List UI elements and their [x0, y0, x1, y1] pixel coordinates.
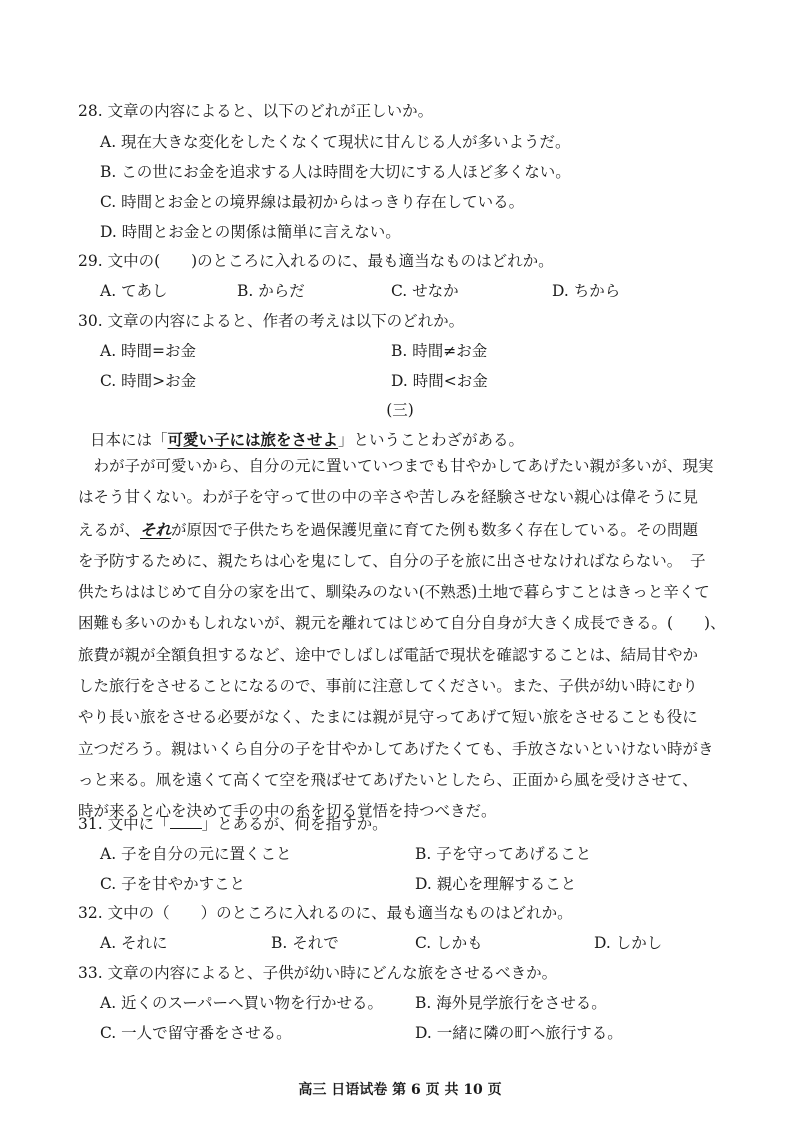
- question-32-option-c: C. しかも: [415, 934, 483, 952]
- section-title: (三): [386, 401, 414, 419]
- question-31-option-a: A. 子を自分の元に置くこと: [100, 845, 292, 863]
- passage-line: わが子が可愛いから、自分の元に置いていつまでも甘やかしてあげたい親が多いが、現実: [78, 457, 714, 475]
- proverb: 可愛い子には旅をさせよ: [167, 430, 339, 449]
- question-28-option-c: C. 時間とお金との境界線は最初からはっきり存在している。: [100, 193, 525, 211]
- question-31-stem: [78, 812, 388, 834]
- question-28-option-b: B. この世にお金を追求する人は時間を大切にする人ほど多くない。: [100, 163, 571, 181]
- question-28-option-d: D. 時間とお金との関係は簡単に言えない。: [100, 223, 401, 241]
- passage-line: した旅行をさせることになるので、事前に注意してください。また、子供が幼い時にむり: [78, 677, 698, 696]
- question-33-option-b: B. 海外見学旅行をさせる。: [415, 994, 607, 1012]
- passage-line: 時が来ると心を決めて手の中の糸を切る覚悟を持つべきだ。: [78, 802, 497, 821]
- question-30-option-c: C. 時間>お金: [100, 372, 197, 390]
- question-30-option-a: A. 時間=お金: [100, 342, 197, 360]
- passage-line-3: [78, 514, 728, 546]
- question-33-option-a: A. 近くのスーパーへ買い物を行かせる。: [100, 994, 383, 1012]
- passage-line: 困難も多いのかもしれないが、親元を離れてはじめて自分自身が大きく成長できる。( )、: [78, 614, 726, 633]
- question-29-option-d: D. ちから: [552, 282, 621, 300]
- passage-line: 旅費が親が全額負担するなど、途中でしばしば電話で現状を確認することは、結局甘やか: [78, 645, 699, 664]
- passage-line: 立つだろう。親はいくら自分の子を甘やかしてあげたくても、手放さないといけない時がき: [78, 739, 714, 758]
- answer-blank: [170, 814, 202, 829]
- passage-line-3-pre: えるが、: [78, 520, 141, 539]
- passage-intro: [90, 428, 524, 450]
- question-29-option-c: C. せなか: [391, 282, 459, 300]
- marked-word: それ: [140, 519, 172, 539]
- question-33-option-d: D. 一緒に隣の町へ旅行する。: [415, 1024, 623, 1042]
- question-28-option-a: A. 現在大きな変化をしたくなくて現状に甘んじる人が多いようだ。: [100, 133, 571, 151]
- question-31-option-d: D. 親心を理解すること: [415, 875, 577, 893]
- passage-body: [78, 451, 728, 828]
- question-33-stem: 33. 文章の内容によると、子供が幼い時にどんな旅をさせるべきか。: [78, 964, 558, 982]
- passage-line-3-post: が原因で子供たちを過保護児童に育てた例も数多く存在している。その問題: [171, 520, 699, 539]
- passage-intro-post: 」ということわざがある。: [338, 431, 525, 449]
- page-footer: 高三 日语试卷 第 6 页 共 10 页: [298, 1082, 502, 1098]
- question-29-option-a: A. てあし: [100, 282, 168, 300]
- passage-line: 供たちははじめて自分の家を出て、馴染みのない(不熟悉)土地で暮らすことはきっと辛くて: [78, 583, 710, 602]
- question-29-option-b: B. からだ: [237, 282, 305, 300]
- question-32-option-a: A. それに: [100, 934, 168, 952]
- question-30-option-b: B. 時間≠お金: [391, 342, 488, 360]
- passage-line: を予防するために、親たちは心を鬼にして、自分の子を旅に出させなければならない。 子: [78, 551, 706, 570]
- passage-intro-pre: 日本には「: [90, 431, 168, 449]
- passage-line: っと来る。凧を遠くて高くて空を飛ばせてあげたいとしたら、正面から風を受けさせて、: [78, 770, 698, 789]
- question-30-option-d: D. 時間<お金: [391, 372, 488, 390]
- question-31-option-c: C. 子を甘やかすこと: [100, 875, 246, 893]
- passage-line: やり長い旅をさせる必要がなく、たまには親が見守ってあげて短い旅をさせることも役に: [78, 708, 698, 727]
- passage-line: はそう甘くない。わが子を守って世の中の辛さや苦しみを経験させない親心は偉そうに見: [78, 488, 699, 507]
- question-28-stem: 28. 文章の内容によると、以下のどれが正しいか。: [78, 102, 434, 120]
- question-32-option-d: D. しかし: [594, 934, 663, 952]
- question-31-stem-pre: 31. 文中に「: [78, 815, 170, 833]
- question-31-option-b: B. 子を守ってあげること: [415, 845, 592, 863]
- question-31-stem-post: 」とあるが、何を指すか。: [201, 815, 388, 833]
- question-29-stem: 29. 文中の( )のところに入れるのに、最も適当なものはどれか。: [78, 252, 554, 270]
- question-30-stem: 30. 文章の内容によると、作者の考えは以下のどれか。: [78, 312, 465, 330]
- question-32-option-b: B. それで: [271, 934, 339, 952]
- question-33-option-c: C. 一人で留守番をさせる。: [100, 1024, 292, 1042]
- question-32-stem: 32. 文中の（ ）のところに入れるのに、最も適当なものはどれか。: [78, 904, 573, 922]
